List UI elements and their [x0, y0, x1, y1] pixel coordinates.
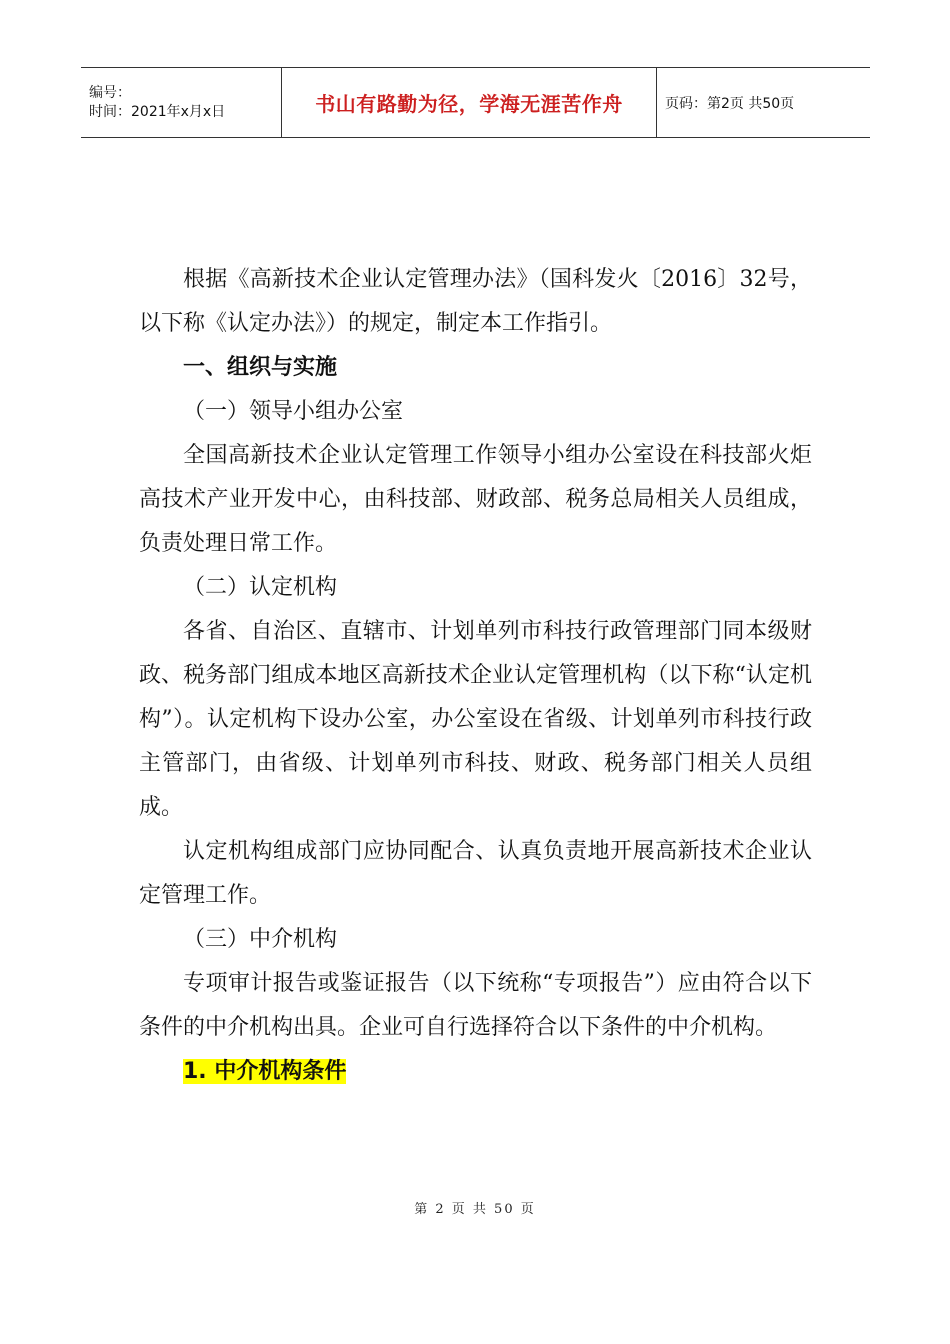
document-header: [81, 67, 870, 138]
intro-paragraph: 根据《高新技术企业认定管理办法》（国科发火〔2016〕32号，以下称《认定办法》）的规定，制定本工作指引。: [139, 267, 812, 336]
subsection-3-paragraph: 专项审计报告或鉴证报告（以下统称“专项报告”）应由符合以下条件的中介机构出具。企业可自行选择符合以下条件的中介机构。: [139, 971, 812, 1040]
header-page-info: 页码：第2页 共50页: [665, 95, 795, 112]
item-heading-1: [139, 1050, 812, 1094]
subsection-2-paragraph-2: 认定机构组成部门应协同配合、认真负责地开展高新技术企业认定管理工作。: [139, 839, 812, 908]
serial-number-label: 编号：: [89, 84, 131, 101]
section-heading: 一、组织与实施: [183, 355, 338, 380]
date-line: 时间：2021年x月x日: [89, 103, 226, 120]
subsection-heading-3: （三）中介机构: [183, 927, 338, 952]
header-motto: 书山有路勤为径，学海无涯苦作舟: [281, 68, 657, 137]
header-meta: [81, 68, 281, 137]
subsection-heading-1: （一）领导小组办公室: [183, 399, 404, 424]
subsection-heading-2: （二）认定机构: [183, 575, 338, 600]
subsection-2-paragraph-1: 各省、自治区、直辖市、计划单列市科技行政管理部门同本级财政、税务部门组成本地区高新技术企业认定管理机构（以下称“认定机构”）。认定机构下设办公室，办公室设在省级、计划单列市科技行政主管部门，由省级、计划单列市科技、财政、税务部门相关人员组成。: [139, 619, 812, 820]
page-footer: 第 2 页 共 50 页: [414, 1202, 536, 1217]
highlighted-item-title: 1. 中介机构条件: [183, 1059, 347, 1084]
document-body: [139, 258, 812, 1094]
subsection-1-paragraph: 全国高新技术企业认定管理工作领导小组办公室设在科技部火炬高技术产业开发中心，由科技部、财政部、税务总局相关人员组成，负责处理日常工作。: [139, 443, 812, 556]
